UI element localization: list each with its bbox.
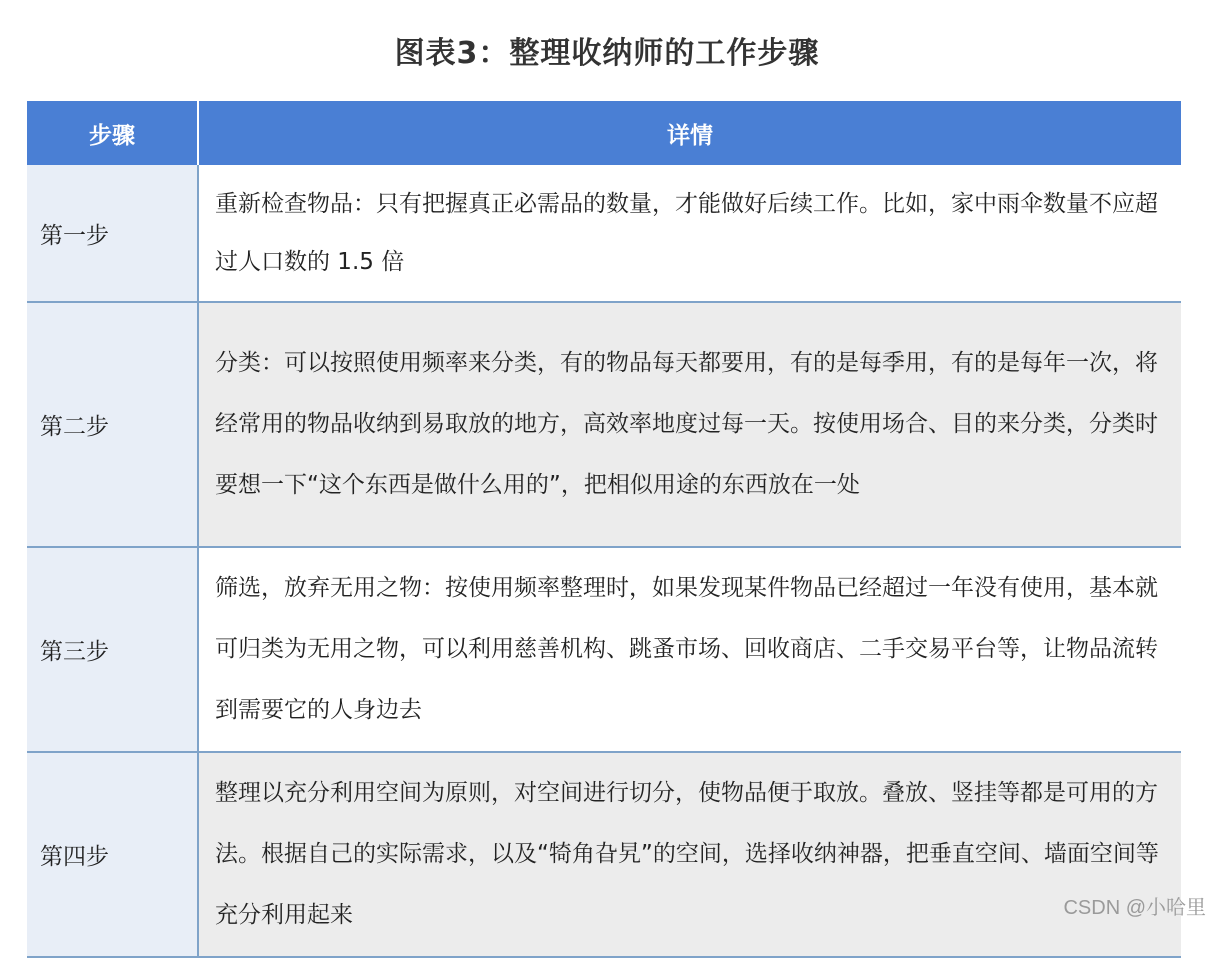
- table-row: [27, 547, 1181, 752]
- step-label: 第二步: [27, 302, 198, 547]
- table-row: [27, 752, 1181, 957]
- table-header-row: [27, 101, 1181, 165]
- step-detail: 整理以充分利用空间为原则，对空间进行切分，使物品便于取放。叠放、竖挂等都是可用的方法。根据自己的实际需求，以及“犄角旮旯”的空间，选择收纳神器，把垂直空间、墙面空间等充分利用起来: [198, 752, 1181, 957]
- step-label: 第一步: [27, 165, 198, 302]
- header-detail: 详情: [198, 101, 1181, 165]
- chart-title: 图表3：整理收纳师的工作步骤: [394, 36, 820, 71]
- steps-table: [27, 101, 1181, 958]
- step-detail: 重新检查物品：只有把握真正必需品的数量，才能做好后续工作。比如，家中雨伞数量不应超过人口数的 1.5 倍: [198, 165, 1181, 302]
- csdn-watermark: CSDN @小哈里: [1063, 897, 1206, 919]
- step-label: 第三步: [27, 547, 198, 752]
- header-step: 步骤: [27, 101, 198, 165]
- step-label: 第四步: [27, 752, 198, 957]
- table-row: [27, 302, 1181, 547]
- step-detail: 筛选，放弃无用之物：按使用频率整理时，如果发现某件物品已经超过一年没有使用，基本就可归类为无用之物，可以利用慈善机构、跳蚤市场、回收商店、二手交易平台等，让物品流转到需要它的人身边去: [198, 547, 1181, 752]
- step-detail: 分类：可以按照使用频率来分类，有的物品每天都要用，有的是每季用，有的是每年一次，将经常用的物品收纳到易取放的地方，高效率地度过每一天。按使用场合、目的来分类，分类时要想一下“这个东西是做什么用的”，把相似用途的东西放在一处: [198, 302, 1181, 547]
- table-row: [27, 165, 1181, 302]
